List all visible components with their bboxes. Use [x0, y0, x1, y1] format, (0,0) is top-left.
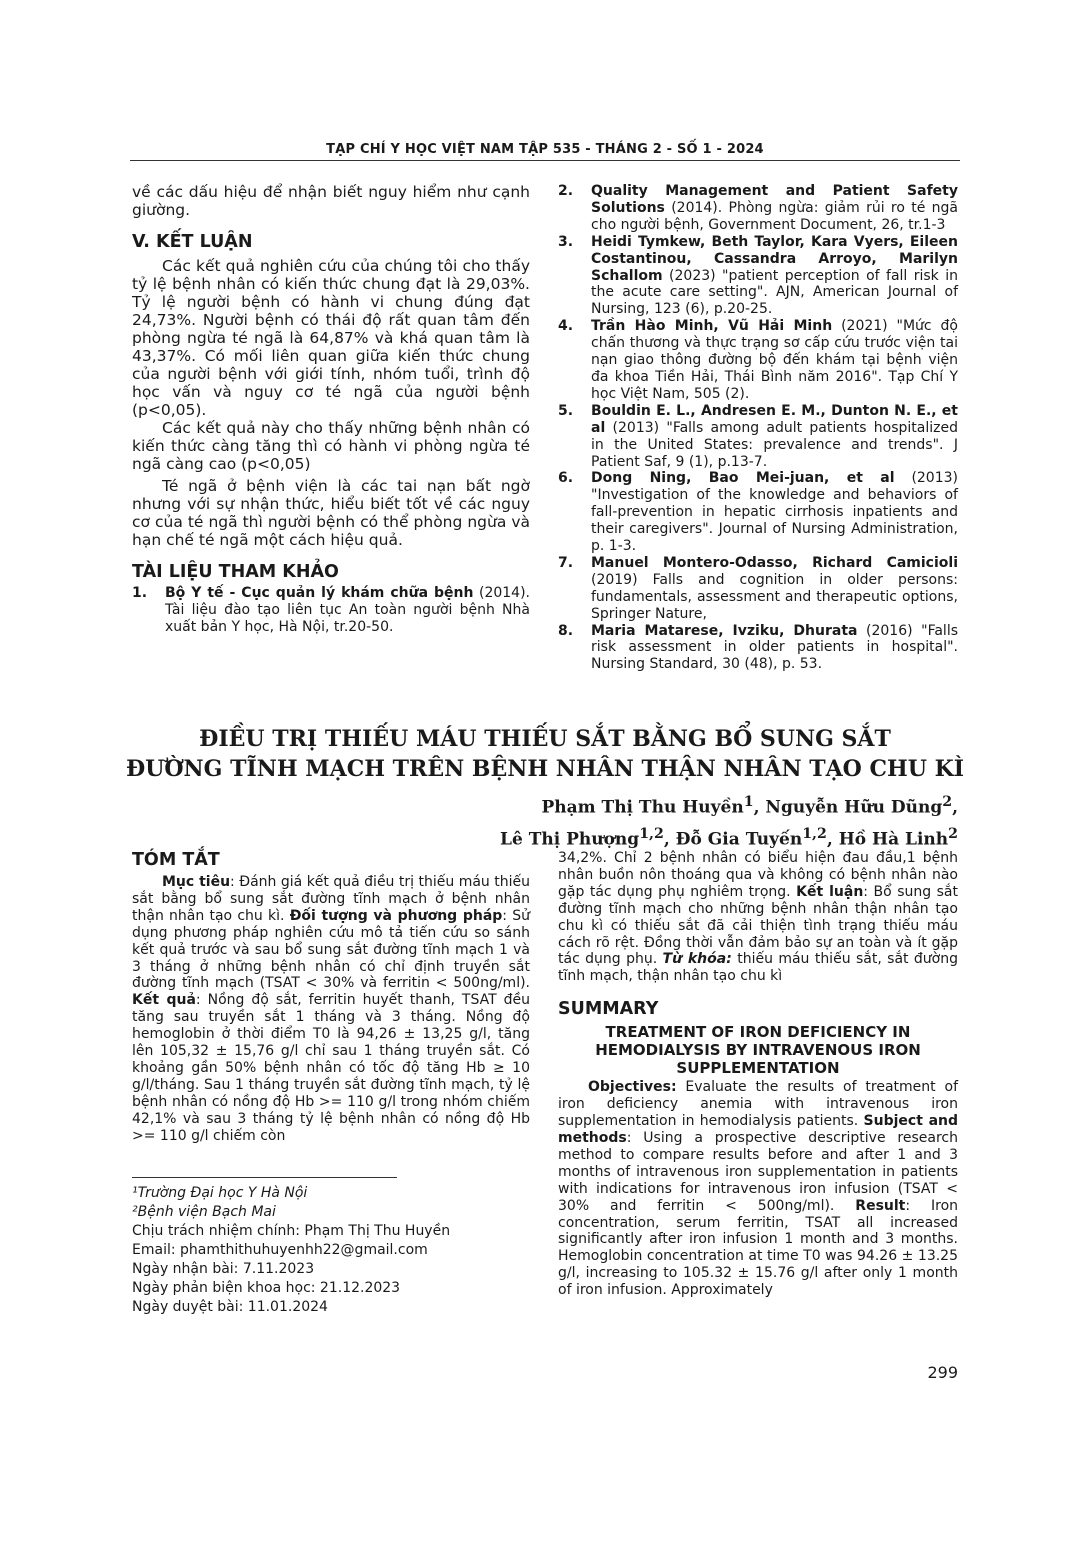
- objective-text: : Đánh giá kết quả điều trị thiếu máu thiếu sắt bằng bổ sung sắt đường tĩnh mạch ở bệnh nhân thận nhân tạo chu kì.: [132, 874, 530, 924]
- reference-authors: Trần Hào Minh, Vũ Hải Minh: [591, 318, 833, 335]
- conclusion-paragraph-3: Té ngã ở bệnh viện là các tai nạn bất ngờ nhưng với sự nhận thức, hiểu biết tốt về các nguy cơ của té ngã thì người bệnh có thể phòng ngừa và hạn chế té ngã một cách hiệu quả.: [132, 477, 530, 549]
- result-text: : Iron concentration, serum ferritin, TSAT all increased significantly after iron infusion 1 month and 3 months. Hemoglobin concentration at time T0 was 94.26 ± 13.25 g/l, increasing to 105.32 ± 15.76 g/l after only 1 month of iron infusion. Approximately: [558, 1197, 959, 1299]
- result-label: Result: [855, 1197, 906, 1214]
- references-list-left: [132, 585, 530, 636]
- reference-item: [558, 623, 958, 674]
- author-name: Hồ Hà Linh: [838, 829, 949, 850]
- author-affiliation: 1,2: [639, 825, 664, 842]
- article-title-line-1: ĐIỀU TRỊ THIẾU MÁU THIẾU SẮT BẰNG BỔ SUNG SẮT: [199, 726, 891, 752]
- conclusion-text: : Bổ sung sắt đường tĩnh mạch cho những bệnh nhân thận nhân tạo chu kì có thiếu sắt đã cải thiện tình trạng thiếu máu cách rõ rệt. Đồng thời vẫn đảm bảo sự an toàn và ít gặp tác dụng phụ.: [558, 883, 959, 968]
- reference-text: (2014). Phòng ngừa: giảm rủi ro té ngã cho người bệnh, Government Document, 26, tr.1-3: [591, 199, 958, 233]
- reference-number: 6.: [558, 470, 574, 487]
- reference-authors: Manuel Montero-Odasso, Richard Camicioli: [591, 554, 958, 571]
- reference-item: [558, 318, 958, 403]
- author-separator: ,: [826, 829, 839, 850]
- article-title-line-2: ĐƯỜNG TĨNH MẠCH TRÊN BỆNH NHÂN THẬN NHÂN TẠO CHU KÌ: [125, 756, 965, 782]
- reference-item: [558, 183, 958, 234]
- reference-item: [558, 555, 958, 623]
- reference-authors: Dong Ning, Bao Mei-juan, et al: [591, 470, 895, 487]
- reference-number: 5.: [558, 402, 574, 419]
- header-rule: [130, 160, 960, 161]
- objective-label: Mục tiêu: [162, 874, 231, 890]
- results-text: : Nồng độ sắt, ferritin huyết thanh, TSAT đều tăng sau truyền sắt 1 tháng và 3 tháng. Nồng độ hemoglobin ở thời điểm T0 là 94,26 ± 13,25 g/l, tăng lên 105,32 ± 15,76 g/l chỉ sau 1 tháng truyền sắt. Có khoảng gần 50% bệnh nhân có tốc độ tăng Hb ≥ 10 g/l/tháng. Sau 1 tháng truyền sắt đường tĩnh mạch, tỷ lệ bệnh nhân có nồng độ Hb >= 110 g/l trong nhóm chiếm 42,1% và sau 3 tháng tỷ lệ bệnh nhân có nồng độ Hb >= 110 g/l chiếm còn: [132, 992, 530, 1144]
- subjects-text: : Sử dụng phương pháp nghiên cứu mô tả tiến cứu so sánh kết quả trước và sau bổ sung sắt đường tĩnh mạch 1 và 3 tháng ở những bệnh nhân có chỉ định truyền sắt đường tĩnh mạch (TSAT < 30% và ferritin < 500ng/ml).: [132, 907, 530, 992]
- reference-number: 2.: [558, 183, 574, 199]
- reference-authors: Bouldin E. L., Andresen E. M., Dunton N. E., et al: [591, 402, 958, 436]
- keywords-label: Từ khóa:: [662, 951, 732, 968]
- affiliation-1: ¹Trường Đại học Y Hà Nội: [132, 1185, 308, 1201]
- author-affiliation: 2: [942, 794, 953, 810]
- abstract-vi: [132, 850, 530, 1145]
- summary-heading: SUMMARY: [558, 999, 659, 1020]
- author-name: Nguyễn Hữu Dũng: [765, 797, 943, 818]
- reference-text: (2016) "Falls risk assessment in older patients in hospital". Nursing Standard, 30 (48), p. 53.: [591, 622, 958, 673]
- responsible-author: Chịu trách nhiệm chính: Phạm Thị Thu Huyền: [132, 1223, 451, 1239]
- reference-number: 8.: [558, 622, 574, 639]
- subjects-label: Đối tượng và phương pháp: [289, 907, 503, 924]
- reference-item: [558, 234, 958, 319]
- reference-text: (2019) Falls and cognition in older persons: fundamentals, assessment and therapeutic options, Springer Nature,: [591, 571, 958, 622]
- authors-line-2: [500, 821, 958, 853]
- author-separator: ,: [753, 797, 766, 818]
- conclusion-heading: V. KẾT LUẬN: [132, 232, 253, 252]
- footnote-rule: [132, 1177, 397, 1178]
- reference-authors: Maria Matarese, Ivziku, Dhurata: [591, 622, 858, 639]
- continued-text: 34,2%. Chỉ 2 bệnh nhân có biểu hiện đau đầu,1 bệnh nhân buồn nôn thoáng qua và không có bệnh nhân nào gặp tác dụng phụ nghiêm trọng.: [558, 850, 958, 900]
- reference-text: (2013) "Falls among adult patients hospitalized in the United States: prevalence and trends". J Patient Saf, 9 (1), p.13-7.: [591, 419, 958, 470]
- article-authors: [500, 789, 958, 852]
- reference-text: (2023) "patient perception of fall risk in the acute care setting". AJN, American Journal of Nursing, 123 (6), p.20-25.: [591, 267, 958, 318]
- reference-number: 1.: [132, 585, 148, 601]
- conclusion-paragraph-2: Các kết quả này cho thấy những bệnh nhân có kiến thức càng tăng thì có hành vi phòng ngừa té ngã càng cao (p<0,05): [132, 419, 530, 473]
- author-separator: ,: [952, 797, 958, 818]
- author-separator: ,: [663, 829, 676, 850]
- author-affiliation: 1: [743, 794, 754, 810]
- article-title: [100, 724, 990, 784]
- reference-item: [132, 585, 530, 636]
- reference-text: (2014). Tài liệu đào tạo liên tục An toàn người bệnh Nhà xuất bản Y học, Hà Nội, tr.20-50.: [165, 585, 530, 635]
- abstract-body: [132, 874, 530, 1145]
- conclusion-label: Kết luận: [796, 883, 864, 900]
- contact-email: Email: phamthithuhuyenhh22@gmail.com: [132, 1242, 428, 1258]
- summary-body: [558, 1079, 958, 1299]
- keywords-text: thiếu máu thiếu sắt, sắt đường tĩnh mạch, thận nhân tạo chu kì: [558, 951, 958, 985]
- objectives-label: Objectives:: [588, 1079, 677, 1096]
- conclusion-paragraph-1: Các kết quả nghiên cứu của chúng tôi cho thấy tỷ lệ bệnh nhân có kiến thức chung đạt là 29,03%. Tỷ lệ người bệnh có hành vi chung đúng đạt 24,73%. Người bệnh có thái độ rất quan tâm đến phòng ngừa té ngã là 64,87% và khá quan tâm là 43,37%. Có mối liên quan giữa kiến thức chung của người bệnh với giới tính, nhóm tuổi, trình độ học vấn và nguy cơ té ngã của người bệnh (p<0,05).: [132, 257, 530, 419]
- page-number: 299: [927, 1363, 958, 1382]
- author-affiliation: 2: [948, 825, 958, 842]
- reference-text: (2021) "Mức độ chấn thương và thực trạng sơ cấp cứu trước viện tai nạn giao thông đường bộ đến khám tại bệnh viện đa khoa Tiền Hải, Thái Bình năm 2016". Tạp Chí Y học Việt Nam, 505 (2).: [591, 318, 958, 402]
- objectives-text: Evaluate the results of treatment of iron deficiency anemia with intravenous iron supplementation in hemodialysis patients.: [558, 1079, 958, 1130]
- continuation-paragraph: về các dấu hiệu để nhận biết nguy hiểm như cạnh giường.: [132, 183, 530, 219]
- reference-number: 3.: [558, 233, 574, 250]
- summary-title: TREATMENT OF IRON DEFICIENCY IN HEMODIALYSIS BY INTRAVENOUS IRON SUPPLEMENTATION: [595, 1023, 921, 1078]
- author-name: Lê Thị Phượng: [500, 829, 640, 850]
- authors-line-1: [500, 789, 958, 821]
- reference-number: 4.: [558, 318, 574, 335]
- right-column-bottom: [558, 850, 958, 1299]
- affiliation-2: ²Bệnh viện Bạch Mai: [132, 1204, 276, 1220]
- author-name: Phạm Thị Thu Huyền: [541, 797, 744, 818]
- reference-authors: Bộ Y tế - Cục quản lý khám chữa bệnh: [165, 585, 474, 601]
- reference-item: [558, 403, 958, 471]
- accepted-date: Ngày duyệt bài: 11.01.2024: [132, 1299, 328, 1315]
- references-list-right: [558, 183, 958, 673]
- author-name: Đỗ Gia Tuyến: [675, 829, 803, 850]
- references-heading: TÀI LIỆU THAM KHẢO: [132, 562, 339, 582]
- abstract-heading: TÓM TẮT: [132, 850, 220, 870]
- received-date: Ngày nhận bài: 7.11.2023: [132, 1261, 315, 1277]
- left-column-top: [132, 183, 530, 636]
- subject-text: : Using a prospective descriptive research method to compare results before and after 1 and 3 months of intravenous iron supplementation in patients with indications for intravenous iron infusion (TSAT < 30% and ferritin < 500ng/ml).: [558, 1129, 958, 1214]
- reference-item: [558, 470, 958, 555]
- reference-authors: Heidi Tymkew, Beth Taylor, Kara Vyers, Eileen Costantinou, Cassandra Arroyo, Marilyn Schallom: [591, 233, 958, 284]
- results-label: Kết quả: [132, 992, 196, 1009]
- abstract-continued: [558, 850, 958, 985]
- author-affiliation: 1,2: [802, 825, 827, 842]
- footnotes: [132, 1184, 530, 1317]
- review-date: Ngày phản biện khoa học: 21.12.2023: [132, 1280, 401, 1296]
- journal-header: TẠP CHÍ Y HỌC VIỆT NAM TẬP 535 - THÁNG 2 - SỐ 1 - 2024: [326, 142, 764, 157]
- reference-number: 7.: [558, 554, 574, 571]
- subject-label: Subject and methods: [558, 1113, 959, 1146]
- reference-text: (2013) "Investigation of the knowledge and behaviors of fall-prevention in hepatic cirrhosis inpatients and their caregivers". Journal of Nursing Administration, p. 1-3.: [591, 470, 958, 555]
- reference-authors: Quality Management and Patient Safety Solutions: [591, 183, 958, 216]
